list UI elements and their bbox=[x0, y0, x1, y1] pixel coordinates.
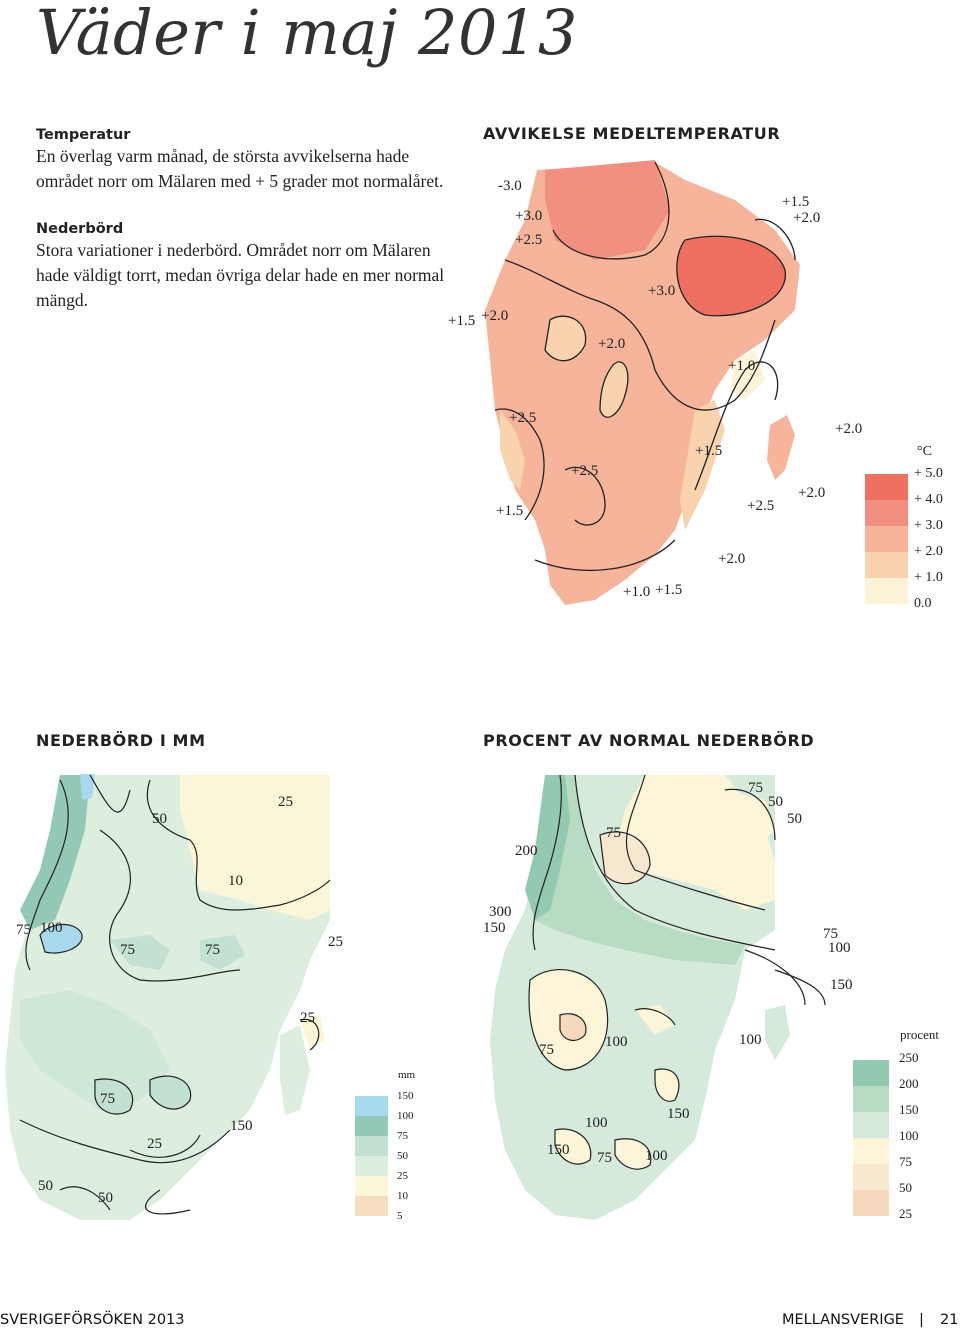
footer-section: MELLANSVERIGE bbox=[782, 1312, 904, 1328]
percent-contour-label: 200 bbox=[515, 843, 538, 859]
temp-contour-label: +2.5 bbox=[747, 498, 775, 514]
percent-contour-label: 100 bbox=[605, 1034, 628, 1050]
temp-contour-label: +2.0 bbox=[793, 210, 821, 226]
percent-contour-label: 75 bbox=[606, 825, 621, 841]
percent-legend-swatch bbox=[853, 1086, 889, 1112]
precip-legend-swatch bbox=[355, 1176, 388, 1196]
precip-contour-label: 75 bbox=[205, 942, 220, 958]
precip-contour-label: 50 bbox=[152, 811, 167, 827]
temp-legend-swatch bbox=[865, 552, 908, 578]
percent-contour-label: 100 bbox=[828, 940, 851, 956]
temp-contour-label: +1.5 bbox=[655, 582, 683, 598]
percent-legend-label: 25 bbox=[899, 1206, 912, 1221]
percent-contour-label: 100 bbox=[645, 1148, 668, 1164]
temp-contour-label: +2.5 bbox=[509, 410, 537, 426]
precip-legend-label: 100 bbox=[397, 1110, 414, 1122]
temp-contour-label: +1.5 bbox=[695, 443, 723, 459]
temp-legend-unit: °C bbox=[917, 444, 932, 459]
intro-heading-temperature: Temperatur bbox=[36, 127, 131, 143]
percent-map bbox=[475, 770, 960, 1230]
page-title: Väder i maj 2013 bbox=[36, 0, 578, 69]
precip-legend-label: 10 bbox=[397, 1190, 408, 1202]
percent-legend-swatch bbox=[853, 1164, 889, 1190]
precip-contour-label: 25 bbox=[147, 1136, 162, 1152]
temp-legend-label: + 3.0 bbox=[914, 518, 943, 533]
precip-legend-swatch bbox=[355, 1116, 388, 1136]
footer-publication: SVERIGEFÖRSÖKEN 2013 bbox=[0, 1312, 185, 1328]
percent-contour-label: 150 bbox=[483, 920, 506, 936]
percent-contour-label: 50 bbox=[768, 794, 783, 810]
percent-contour-label: 100 bbox=[739, 1032, 762, 1048]
temp-legend-label: + 5.0 bbox=[914, 466, 943, 481]
temp-contour-label: +1.5 bbox=[448, 313, 476, 329]
percent-legend-swatch bbox=[853, 1138, 889, 1164]
percent-contour-label: 150 bbox=[667, 1106, 690, 1122]
temp-map-shapes bbox=[485, 160, 800, 605]
precip-contour-label: 50 bbox=[38, 1178, 53, 1194]
precip-contour-label: 100 bbox=[40, 920, 63, 936]
percent-contour-label: 50 bbox=[787, 811, 802, 827]
temp-legend bbox=[865, 444, 943, 611]
percent-legend-swatch bbox=[853, 1190, 889, 1216]
percent-legend-label: 75 bbox=[899, 1154, 912, 1169]
precip-contour-label: 25 bbox=[328, 934, 343, 950]
temp-legend-label: + 1.0 bbox=[914, 570, 943, 585]
precip-contour-label: 150 bbox=[230, 1118, 253, 1134]
temp-contour-label: +2.0 bbox=[798, 485, 826, 501]
precip-contour-label: 25 bbox=[300, 1010, 315, 1026]
precip-legend-label: 25 bbox=[397, 1170, 408, 1182]
percent-contour-label: 75 bbox=[539, 1042, 554, 1058]
precip-legend bbox=[355, 1069, 416, 1222]
temp-legend-swatch bbox=[865, 474, 908, 500]
temp-contour-label: +1.5 bbox=[496, 503, 524, 519]
temp-contour-label: +2.0 bbox=[718, 551, 746, 567]
percent-legend-label: 100 bbox=[899, 1128, 919, 1143]
precip-legend-swatch bbox=[355, 1196, 388, 1216]
temp-contour-label: +2.0 bbox=[835, 421, 863, 437]
precip-legend-unit: mm bbox=[398, 1069, 416, 1081]
percent-contour-label: 150 bbox=[547, 1142, 570, 1158]
percent-legend bbox=[853, 1027, 939, 1221]
precip-map-title: NEDERBÖRD I MM bbox=[36, 731, 206, 750]
temp-contour-label: +3.0 bbox=[515, 208, 543, 224]
temp-contour-label: +2.0 bbox=[481, 308, 509, 324]
percent-contour-label: 150 bbox=[830, 977, 853, 993]
intro-text bbox=[36, 126, 456, 339]
precip-contour-label: 50 bbox=[98, 1190, 113, 1206]
percent-map-title: PROCENT AV NORMAL NEDERBÖRD bbox=[483, 731, 815, 750]
precip-contour-label: 75 bbox=[100, 1091, 115, 1107]
temp-contour-label: -3.0 bbox=[498, 178, 522, 194]
temp-legend-swatch bbox=[865, 526, 908, 552]
precip-legend-swatch bbox=[355, 1136, 388, 1156]
percent-contour-label: 100 bbox=[585, 1115, 608, 1131]
percent-contour-label: 75 bbox=[597, 1150, 612, 1166]
percent-contour-label: 300 bbox=[489, 904, 512, 920]
temp-contour-label: +1.5 bbox=[782, 194, 810, 210]
percent-legend-swatch bbox=[853, 1112, 889, 1138]
temp-map bbox=[445, 160, 960, 630]
temp-legend-label: + 4.0 bbox=[914, 492, 943, 507]
precip-legend-label: 50 bbox=[397, 1150, 408, 1162]
precip-legend-label: 150 bbox=[397, 1090, 414, 1102]
precip-contour-label: 75 bbox=[16, 922, 31, 938]
precip-map-shapes bbox=[5, 774, 330, 1220]
precip-contour-label: 25 bbox=[278, 794, 293, 810]
temp-legend-label: 0.0 bbox=[914, 596, 932, 611]
precip-legend-swatch bbox=[355, 1156, 388, 1176]
footer-page-number: 21 bbox=[940, 1312, 959, 1328]
percent-legend-unit: procent bbox=[900, 1027, 939, 1042]
temp-contour-label: +2.5 bbox=[515, 232, 543, 248]
temp-contour-label: +2.0 bbox=[598, 336, 626, 352]
temp-map-title: AVVIKELSE MEDELTEMPERATUR bbox=[483, 124, 781, 143]
percent-legend-swatch bbox=[853, 1060, 889, 1086]
intro-heading-precipitation: Nederbörd bbox=[36, 221, 124, 237]
temp-contour-label: +2.5 bbox=[571, 463, 599, 479]
percent-contour-label: 75 bbox=[748, 780, 763, 796]
intro-text-temperature: En överlag varm månad, de största avvikelserna hade området norr om Mälaren med + 5 grader mot normalåret. bbox=[36, 146, 444, 191]
temp-contour-label: +1.0 bbox=[623, 584, 651, 600]
temp-legend-swatch bbox=[865, 578, 908, 604]
temp-legend-swatch bbox=[865, 500, 908, 526]
precip-legend-label: 75 bbox=[397, 1130, 408, 1142]
precip-contour-label: 75 bbox=[120, 942, 135, 958]
temp-legend-label: + 2.0 bbox=[914, 544, 943, 559]
footer-separator: | bbox=[919, 1312, 924, 1328]
percent-legend-label: 200 bbox=[899, 1076, 919, 1091]
precip-legend-label: 5 bbox=[397, 1210, 403, 1222]
temp-contour-label: +3.0 bbox=[648, 283, 676, 299]
temp-contour-label: +1.0 bbox=[728, 358, 756, 374]
percent-legend-label: 50 bbox=[899, 1180, 912, 1195]
precip-map bbox=[0, 770, 460, 1230]
precip-legend-swatch bbox=[355, 1096, 388, 1116]
percent-legend-label: 250 bbox=[899, 1050, 919, 1065]
percent-contour-label: 75 bbox=[823, 926, 838, 942]
intro-text-precipitation: Stora variationer i nederbörd. Området norr om Mälaren hade väldigt torrt, medan övriga delar hade en mer normal mängd. bbox=[36, 240, 445, 310]
precip-contour-label: 10 bbox=[228, 873, 243, 889]
percent-legend-label: 150 bbox=[899, 1102, 919, 1117]
